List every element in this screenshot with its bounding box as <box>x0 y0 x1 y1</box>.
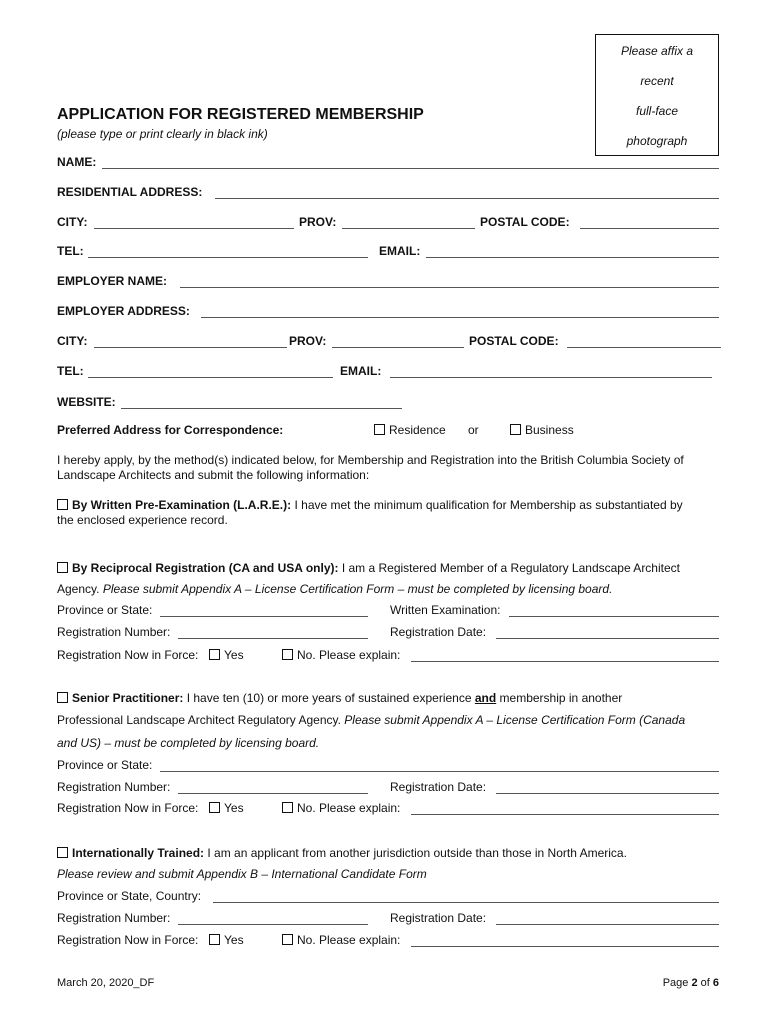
photo-box <box>595 34 719 156</box>
page-subtitle: (please type or print clearly in black ink) <box>57 127 268 141</box>
international-checkbox[interactable] <box>57 847 68 858</box>
senior-yes-option[interactable] <box>209 801 244 815</box>
employer-address-field[interactable] <box>201 317 719 318</box>
senior-text-cont <box>57 713 685 727</box>
photo-box-line: full-face <box>635 104 679 118</box>
employer-prov-label: PROV: <box>289 334 327 348</box>
international-no-label: No. Please explain: <box>297 933 401 947</box>
international-instructions: Please review and submit Appendix B – International Candidate Form <box>57 867 427 881</box>
senior-reg-date-label: Registration Date: <box>390 780 487 794</box>
international-no-checkbox[interactable] <box>282 934 293 945</box>
senior-in-force-label: Registration Now in Force: <box>57 801 199 815</box>
employer-email-label: EMAIL: <box>340 364 382 378</box>
reciprocal-instructions: Please submit Appendix A – License Certification Form – must be completed by licensing board. <box>102 582 613 596</box>
senior-reg-number-field[interactable] <box>178 793 368 794</box>
reciprocal-yes-checkbox[interactable] <box>209 649 220 660</box>
written-text: I have met the minimum qualification for Membership as substantiated by <box>291 498 683 512</box>
reciprocal-reg-number-label: Registration Number: <box>57 625 171 639</box>
senior-and-emphasis: and <box>474 691 497 705</box>
photo-box-line: photograph <box>626 134 688 148</box>
employer-email-field[interactable] <box>390 377 712 378</box>
international-heading: Internationally Trained: <box>72 846 205 860</box>
residence-option-label: Residence <box>389 423 446 437</box>
employer-name-label: EMPLOYER NAME: <box>57 274 168 288</box>
senior-agency-text: Professional Landscape Architect Regulatory Agency. <box>57 713 345 727</box>
reciprocal-reg-date-field[interactable] <box>496 638 719 639</box>
written-checkbox[interactable] <box>57 499 68 510</box>
senior-yes-label: Yes <box>224 801 244 815</box>
employer-tel-label: TEL: <box>57 364 84 378</box>
senior-instructions-cont: and US) – must be completed by licensing board. <box>57 736 320 750</box>
residential-address-label: RESIDENTIAL ADDRESS: <box>57 185 203 199</box>
residence-option[interactable] <box>374 423 446 437</box>
employer-city-label: CITY: <box>57 334 88 348</box>
prov-field[interactable] <box>342 228 475 229</box>
intro-paragraph: I hereby apply, by the method(s) indicated below, for Membership and Registration into the British Columbia Society of Landscape Architects and submit the following information: <box>57 453 684 482</box>
senior-text: I have ten (10) or more years of sustained experience <box>183 691 475 705</box>
residence-checkbox[interactable] <box>374 424 385 435</box>
reciprocal-text-cont <box>57 582 612 596</box>
international-reg-date-field[interactable] <box>496 924 719 925</box>
page-prefix: Page <box>662 977 692 989</box>
senior-yes-checkbox[interactable] <box>209 802 220 813</box>
employer-postal-code-field[interactable] <box>567 347 721 348</box>
reciprocal-reg-number-field[interactable] <box>178 638 368 639</box>
international-no-option[interactable] <box>282 933 400 947</box>
employer-name-field[interactable] <box>180 287 719 288</box>
business-checkbox[interactable] <box>510 424 521 435</box>
employer-postal-code-label: POSTAL CODE: <box>469 334 559 348</box>
senior-province-field[interactable] <box>160 771 719 772</box>
reciprocal-written-exam-field[interactable] <box>509 616 719 617</box>
senior-no-checkbox[interactable] <box>282 802 293 813</box>
business-option[interactable] <box>510 423 574 437</box>
senior-no-option[interactable] <box>282 801 400 815</box>
reciprocal-no-option[interactable] <box>282 648 400 662</box>
photo-box-line: Please affix a <box>620 44 694 58</box>
senior-reg-date-field[interactable] <box>496 793 719 794</box>
senior-option <box>57 691 622 705</box>
senior-province-label: Province or State: <box>57 758 153 772</box>
photo-box-line: recent <box>640 74 674 88</box>
name-label: NAME: <box>57 155 97 169</box>
reciprocal-province-field[interactable] <box>160 616 368 617</box>
senior-checkbox[interactable] <box>57 692 68 703</box>
email-label: EMAIL: <box>379 244 421 258</box>
reciprocal-province-label: Province or State: <box>57 603 153 617</box>
written-text-cont: the enclosed experience record. <box>57 513 228 527</box>
reciprocal-no-checkbox[interactable] <box>282 649 293 660</box>
reciprocal-no-label: No. Please explain: <box>297 648 401 662</box>
international-province-label: Province or State, Country: <box>57 889 202 903</box>
reciprocal-reg-date-label: Registration Date: <box>390 625 487 639</box>
international-yes-option[interactable] <box>209 933 244 947</box>
written-option <box>57 498 683 512</box>
footer-date-code: March 20, 2020_DF <box>57 977 155 989</box>
senior-instructions: Please submit Appendix A – License Certification Form (Canada <box>344 713 686 727</box>
email-field[interactable] <box>426 257 719 258</box>
international-reg-number-label: Registration Number: <box>57 911 171 925</box>
reciprocal-in-force-label: Registration Now in Force: <box>57 648 199 662</box>
page-of: of <box>697 977 713 989</box>
correspondence-label: Preferred Address for Correspondence: <box>57 423 284 437</box>
senior-heading: Senior Practitioner: <box>72 691 184 705</box>
name-field[interactable] <box>102 168 719 169</box>
reciprocal-yes-label: Yes <box>224 648 244 662</box>
business-option-label: Business <box>525 423 574 437</box>
reciprocal-agency-text: Agency. <box>57 582 103 596</box>
postal-code-field[interactable] <box>580 228 719 229</box>
tel-label: TEL: <box>57 244 84 258</box>
page-number <box>663 977 719 989</box>
city-field[interactable] <box>94 228 294 229</box>
residential-address-field[interactable] <box>215 198 719 199</box>
reciprocal-written-exam-label: Written Examination: <box>390 603 501 617</box>
reciprocal-option <box>57 561 680 575</box>
international-explain-field[interactable] <box>411 946 719 947</box>
reciprocal-heading: By Reciprocal Registration (CA and USA only): <box>72 561 339 575</box>
employer-city-field[interactable] <box>94 347 287 348</box>
page-title: APPLICATION FOR REGISTERED MEMBERSHIP <box>57 106 424 123</box>
employer-prov-field[interactable] <box>332 347 464 348</box>
city-label: CITY: <box>57 215 88 229</box>
international-option <box>57 846 627 860</box>
reciprocal-text: I am a Registered Member of a Regulatory Landscape Architect <box>338 561 680 575</box>
international-reg-date-label: Registration Date: <box>390 911 487 925</box>
international-province-field[interactable] <box>213 902 719 903</box>
postal-code-label: POSTAL CODE: <box>480 215 570 229</box>
reciprocal-checkbox[interactable] <box>57 562 68 573</box>
written-heading: By Written Pre-Examination (L.A.R.E.): <box>72 498 292 512</box>
tel-field[interactable] <box>88 257 368 258</box>
employer-address-label: EMPLOYER ADDRESS: <box>57 304 190 318</box>
international-yes-label: Yes <box>224 933 244 947</box>
website-label: WEBSITE: <box>57 395 116 409</box>
international-reg-number-field[interactable] <box>178 924 368 925</box>
international-text: I am an applicant from another jurisdiction outside than those in North America. <box>204 846 627 860</box>
international-yes-checkbox[interactable] <box>209 934 220 945</box>
reciprocal-yes-option[interactable] <box>209 648 244 662</box>
senior-no-label: No. Please explain: <box>297 801 401 815</box>
website-field[interactable] <box>121 408 402 409</box>
senior-reg-number-label: Registration Number: <box>57 780 171 794</box>
employer-tel-field[interactable] <box>88 377 333 378</box>
or-text: or <box>468 423 479 437</box>
senior-text-end: membership in another <box>496 691 623 705</box>
reciprocal-explain-field[interactable] <box>411 661 719 662</box>
international-in-force-label: Registration Now in Force: <box>57 933 199 947</box>
senior-explain-field[interactable] <box>411 814 719 815</box>
page-total: 6 <box>712 977 719 989</box>
prov-label: PROV: <box>299 215 337 229</box>
page-current: 2 <box>691 977 698 989</box>
